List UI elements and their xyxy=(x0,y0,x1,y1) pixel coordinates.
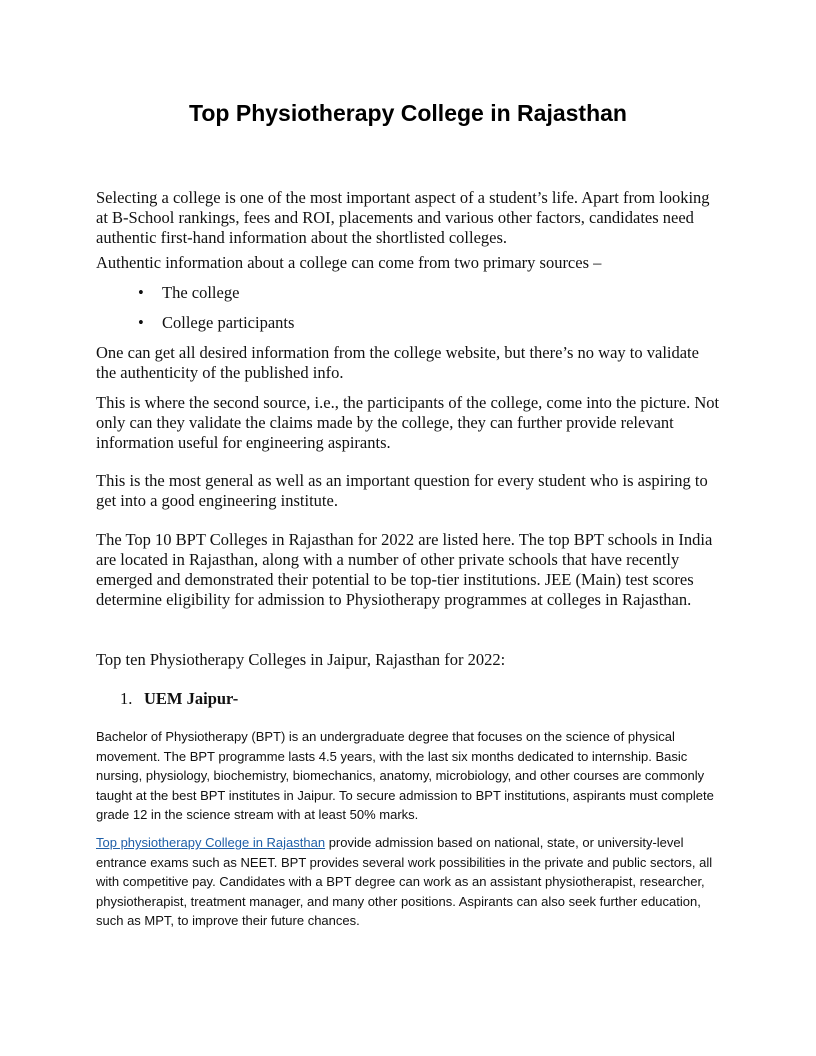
bullet-icon: • xyxy=(138,313,144,332)
intro-paragraph: Selecting a college is one of the most important aspect of a student’s life. Apart from looking at B-School rankings, fees and ROI, placements and various other factors, candidates need authentic first-hand information about the shortlisted colleges. xyxy=(96,188,710,247)
college-link[interactable]: Top physiotherapy College in Rajasthan xyxy=(96,835,326,850)
list-item-label: College participants xyxy=(162,313,295,332)
list-item-label: The college xyxy=(162,283,240,302)
list-number: 1. xyxy=(120,689,133,708)
bpt-paragraph: Bachelor of Physiotherapy (BPT) is an undergraduate degree that focuses on the science of physical movement. The BPT programme lasts 4.5 years, with the last six months dedicated to internship. Basic nursing, physiology, biochemistry, biomechanics, anatomy, microbiology, and other courses are commonly taught at the best BPT institutes in Jaipur. To secure admission to BPT institutions, aspirants must complete grade 12 in the science stream with at least 50% marks. xyxy=(96,729,714,822)
college-name: UEM Jaipur- xyxy=(144,689,239,708)
admission-paragraph xyxy=(96,833,720,931)
top10-paragraph: The Top 10 BPT Colleges in Rajasthan for 2022 are listed here. The top BPT schools in India are located in Rajasthan, along with a number of other private schools that have recently emerged and demonstrated their potential to be top-tier institutions. JEE (Main) test scores determine eligibility for admission to Physiotherapy programmes at colleges in Rajasthan. xyxy=(96,530,713,609)
second-source-paragraph: This is where the second source, i.e., the participants of the college, come into the picture. Not only can they validate the claims made by the college, they can further provide relevant information useful for engineering aspirants. xyxy=(96,393,720,452)
admission-paragraph-text: provide admission based on national, state, or university-level entrance exams such as NEET. BPT provides several work possibilities in the private and public sectors, all with competitive pay. Candidates with a BPT degree can work as an assistant physiotherapist, researcher, physiotherapist, treatment manager, and many other positions. Aspirants can also seek further education, such as MPT, to improve their future chances. xyxy=(96,835,713,928)
page-title: Top Physiotherapy College in Rajasthan xyxy=(189,100,627,126)
sources-intro-paragraph: Authentic information about a college can come from two primary sources – xyxy=(96,253,602,272)
top-ten-heading-paragraph: Top ten Physiotherapy Colleges in Jaipur, Rajasthan for 2022: xyxy=(96,650,506,669)
general-question-paragraph: This is the most general as well as an important question for every student who is aspiring to get into a good engineering institute. xyxy=(96,471,708,510)
website-paragraph: One can get all desired information from the college website, but there’s no way to validate the authenticity of the published info. xyxy=(96,343,699,382)
bullet-icon: • xyxy=(138,283,144,302)
